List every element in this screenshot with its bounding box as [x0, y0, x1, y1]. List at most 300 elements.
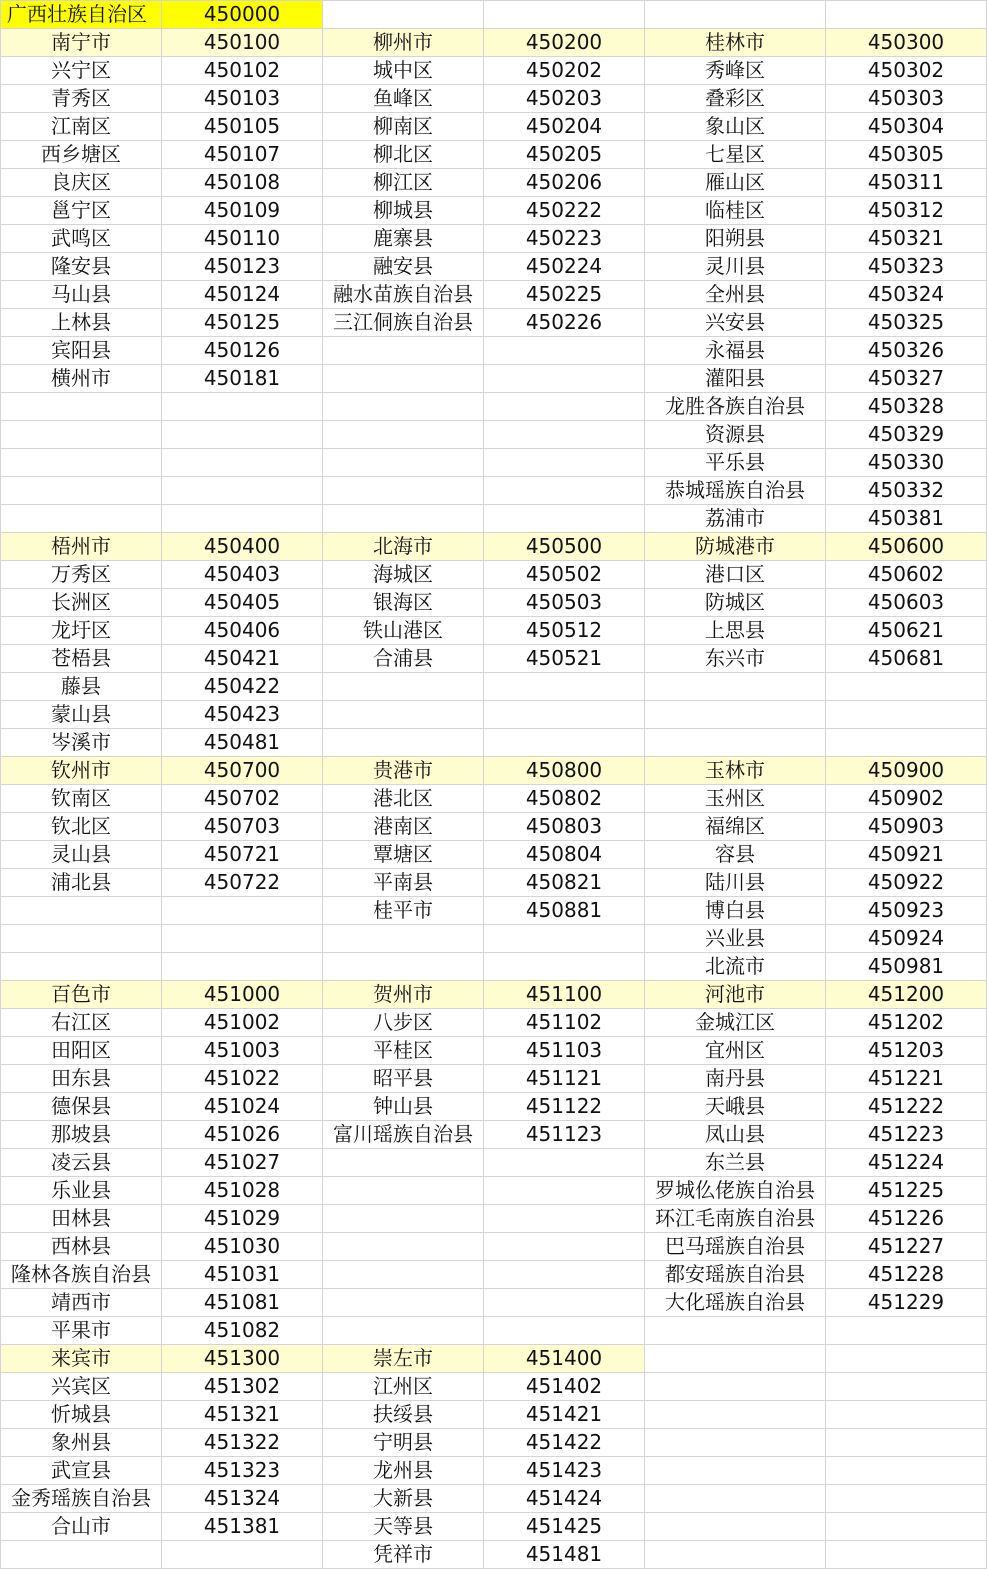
county-code-cell[interactable]: 450981 [826, 953, 987, 981]
county-code-cell[interactable]: 450421 [162, 645, 323, 673]
county-code-cell[interactable]: 450703 [162, 813, 323, 841]
county-code-cell[interactable]: 450481 [162, 729, 323, 757]
empty-cell[interactable] [826, 1373, 987, 1401]
county-code-cell[interactable]: 450102 [162, 57, 323, 85]
county-name-cell[interactable]: 罗城仫佬族自治县 [645, 1177, 826, 1205]
county-code-cell[interactable]: 450924 [826, 925, 987, 953]
county-name-cell[interactable]: 港北区 [323, 785, 484, 813]
county-code-cell[interactable]: 451103 [484, 1037, 645, 1065]
county-name-cell[interactable]: 藤县 [1, 673, 162, 701]
county-code-cell[interactable]: 450206 [484, 169, 645, 197]
city-code-cell[interactable]: 450500 [484, 533, 645, 561]
county-code-cell[interactable]: 451202 [826, 1009, 987, 1037]
city-name-cell[interactable]: 河池市 [645, 981, 826, 1009]
city-code-cell[interactable]: 450200 [484, 29, 645, 57]
city-code-cell[interactable]: 451400 [484, 1345, 645, 1373]
county-code-cell[interactable]: 451029 [162, 1205, 323, 1233]
county-code-cell[interactable]: 450804 [484, 841, 645, 869]
county-name-cell[interactable]: 灵山县 [1, 841, 162, 869]
county-name-cell[interactable]: 邕宁区 [1, 197, 162, 225]
county-name-cell[interactable]: 良庆区 [1, 169, 162, 197]
county-code-cell[interactable]: 450312 [826, 197, 987, 225]
county-code-cell[interactable]: 450321 [826, 225, 987, 253]
city-code-cell[interactable]: 450000 [162, 1, 323, 29]
county-name-cell[interactable]: 乐业县 [1, 1177, 162, 1205]
empty-cell[interactable] [323, 673, 484, 701]
county-code-cell[interactable]: 450923 [826, 897, 987, 925]
empty-cell[interactable] [645, 1541, 826, 1569]
county-code-cell[interactable]: 451226 [826, 1205, 987, 1233]
county-code-cell[interactable]: 450109 [162, 197, 323, 225]
county-name-cell[interactable]: 钦南区 [1, 785, 162, 813]
county-code-cell[interactable]: 451421 [484, 1401, 645, 1429]
empty-cell[interactable] [323, 477, 484, 505]
county-code-cell[interactable]: 450125 [162, 309, 323, 337]
county-name-cell[interactable]: 凭祥市 [323, 1541, 484, 1569]
county-name-cell[interactable]: 苍梧县 [1, 645, 162, 673]
county-name-cell[interactable]: 宜州区 [645, 1037, 826, 1065]
city-name-cell[interactable]: 来宾市 [1, 1345, 162, 1373]
county-code-cell[interactable]: 451122 [484, 1093, 645, 1121]
empty-cell[interactable] [645, 1429, 826, 1457]
county-name-cell[interactable]: 上林县 [1, 309, 162, 337]
county-code-cell[interactable]: 450502 [484, 561, 645, 589]
empty-cell[interactable] [484, 1177, 645, 1205]
county-name-cell[interactable]: 武宣县 [1, 1457, 162, 1485]
county-code-cell[interactable]: 450181 [162, 365, 323, 393]
county-code-cell[interactable]: 451423 [484, 1457, 645, 1485]
county-code-cell[interactable]: 450405 [162, 589, 323, 617]
county-code-cell[interactable]: 450903 [826, 813, 987, 841]
county-name-cell[interactable]: 荔浦市 [645, 505, 826, 533]
empty-cell[interactable] [323, 729, 484, 757]
county-code-cell[interactable]: 451228 [826, 1261, 987, 1289]
empty-cell[interactable] [826, 1485, 987, 1513]
county-code-cell[interactable]: 450325 [826, 309, 987, 337]
empty-cell[interactable] [645, 673, 826, 701]
empty-cell[interactable] [645, 1, 826, 29]
empty-cell[interactable] [484, 365, 645, 393]
county-name-cell[interactable]: 那坡县 [1, 1121, 162, 1149]
county-name-cell[interactable]: 龙圩区 [1, 617, 162, 645]
county-name-cell[interactable]: 上思县 [645, 617, 826, 645]
county-name-cell[interactable]: 融安县 [323, 253, 484, 281]
empty-cell[interactable] [826, 1541, 987, 1569]
empty-cell[interactable] [162, 449, 323, 477]
empty-cell[interactable] [323, 1177, 484, 1205]
empty-cell[interactable] [323, 365, 484, 393]
county-name-cell[interactable]: 龙胜各族自治县 [645, 393, 826, 421]
city-code-cell[interactable]: 450100 [162, 29, 323, 57]
county-name-cell[interactable]: 永福县 [645, 337, 826, 365]
county-code-cell[interactable]: 451227 [826, 1233, 987, 1261]
county-code-cell[interactable]: 451123 [484, 1121, 645, 1149]
county-name-cell[interactable]: 钟山县 [323, 1093, 484, 1121]
county-name-cell[interactable]: 兴安县 [645, 309, 826, 337]
county-name-cell[interactable]: 北流市 [645, 953, 826, 981]
empty-cell[interactable] [484, 337, 645, 365]
county-name-cell[interactable]: 靖西市 [1, 1289, 162, 1317]
empty-cell[interactable] [645, 1457, 826, 1485]
empty-cell[interactable] [323, 421, 484, 449]
county-name-cell[interactable]: 临桂区 [645, 197, 826, 225]
county-name-cell[interactable]: 全州县 [645, 281, 826, 309]
county-code-cell[interactable]: 451481 [484, 1541, 645, 1569]
county-code-cell[interactable]: 451302 [162, 1373, 323, 1401]
county-name-cell[interactable]: 秀峰区 [645, 57, 826, 85]
county-name-cell[interactable]: 恭城瑶族自治县 [645, 477, 826, 505]
county-name-cell[interactable]: 田东县 [1, 1065, 162, 1093]
county-code-cell[interactable]: 450205 [484, 141, 645, 169]
county-name-cell[interactable]: 象州县 [1, 1429, 162, 1457]
county-code-cell[interactable]: 450225 [484, 281, 645, 309]
county-name-cell[interactable]: 金秀瑶族自治县 [1, 1485, 162, 1513]
empty-cell[interactable] [645, 1317, 826, 1345]
county-name-cell[interactable]: 长洲区 [1, 589, 162, 617]
city-name-cell[interactable]: 贺州市 [323, 981, 484, 1009]
empty-cell[interactable] [323, 701, 484, 729]
county-code-cell[interactable]: 451223 [826, 1121, 987, 1149]
county-code-cell[interactable]: 450204 [484, 113, 645, 141]
county-name-cell[interactable]: 银海区 [323, 589, 484, 617]
county-name-cell[interactable]: 合浦县 [323, 645, 484, 673]
county-code-cell[interactable]: 451224 [826, 1149, 987, 1177]
county-code-cell[interactable]: 451030 [162, 1233, 323, 1261]
county-name-cell[interactable]: 象山区 [645, 113, 826, 141]
county-name-cell[interactable]: 柳江区 [323, 169, 484, 197]
empty-cell[interactable] [645, 701, 826, 729]
empty-cell[interactable] [645, 1373, 826, 1401]
county-code-cell[interactable]: 450103 [162, 85, 323, 113]
county-code-cell[interactable]: 450123 [162, 253, 323, 281]
county-code-cell[interactable]: 450105 [162, 113, 323, 141]
county-name-cell[interactable]: 陆川县 [645, 869, 826, 897]
empty-cell[interactable] [484, 729, 645, 757]
county-name-cell[interactable]: 隆林各族自治县 [1, 1261, 162, 1289]
county-code-cell[interactable]: 450881 [484, 897, 645, 925]
county-code-cell[interactable]: 450328 [826, 393, 987, 421]
empty-cell[interactable] [1, 477, 162, 505]
county-name-cell[interactable]: 平乐县 [645, 449, 826, 477]
county-name-cell[interactable]: 宁明县 [323, 1429, 484, 1457]
city-name-cell[interactable]: 桂林市 [645, 29, 826, 57]
county-code-cell[interactable]: 450512 [484, 617, 645, 645]
county-code-cell[interactable]: 450107 [162, 141, 323, 169]
county-code-cell[interactable]: 451022 [162, 1065, 323, 1093]
empty-cell[interactable] [162, 925, 323, 953]
county-name-cell[interactable]: 桂平市 [323, 897, 484, 925]
county-name-cell[interactable]: 八步区 [323, 1009, 484, 1037]
county-code-cell[interactable]: 450222 [484, 197, 645, 225]
county-code-cell[interactable]: 450821 [484, 869, 645, 897]
empty-cell[interactable] [323, 953, 484, 981]
empty-cell[interactable] [826, 1, 987, 29]
county-name-cell[interactable]: 横州市 [1, 365, 162, 393]
county-code-cell[interactable]: 450722 [162, 869, 323, 897]
county-name-cell[interactable]: 扶绥县 [323, 1401, 484, 1429]
county-name-cell[interactable]: 玉州区 [645, 785, 826, 813]
county-code-cell[interactable]: 450681 [826, 645, 987, 673]
county-name-cell[interactable]: 江南区 [1, 113, 162, 141]
county-code-cell[interactable]: 451425 [484, 1513, 645, 1541]
county-name-cell[interactable]: 东兰县 [645, 1149, 826, 1177]
city-name-cell[interactable]: 广西壮族自治区 [1, 1, 162, 29]
county-code-cell[interactable]: 450326 [826, 337, 987, 365]
county-name-cell[interactable]: 田林县 [1, 1205, 162, 1233]
county-name-cell[interactable]: 钦北区 [1, 813, 162, 841]
empty-cell[interactable] [484, 953, 645, 981]
county-name-cell[interactable]: 青秀区 [1, 85, 162, 113]
empty-cell[interactable] [484, 701, 645, 729]
county-name-cell[interactable]: 大新县 [323, 1485, 484, 1513]
county-name-cell[interactable]: 平果市 [1, 1317, 162, 1345]
county-name-cell[interactable]: 鱼峰区 [323, 85, 484, 113]
empty-cell[interactable] [162, 505, 323, 533]
county-name-cell[interactable]: 灌阳县 [645, 365, 826, 393]
county-code-cell[interactable]: 450203 [484, 85, 645, 113]
county-name-cell[interactable]: 防城区 [645, 589, 826, 617]
county-code-cell[interactable]: 451031 [162, 1261, 323, 1289]
empty-cell[interactable] [323, 393, 484, 421]
county-code-cell[interactable]: 450702 [162, 785, 323, 813]
county-code-cell[interactable]: 451323 [162, 1457, 323, 1485]
county-code-cell[interactable]: 451221 [826, 1065, 987, 1093]
empty-cell[interactable] [826, 1457, 987, 1485]
county-code-cell[interactable]: 450226 [484, 309, 645, 337]
county-code-cell[interactable]: 450329 [826, 421, 987, 449]
county-name-cell[interactable]: 柳城县 [323, 197, 484, 225]
county-code-cell[interactable]: 451322 [162, 1429, 323, 1457]
county-name-cell[interactable]: 马山县 [1, 281, 162, 309]
county-code-cell[interactable]: 450202 [484, 57, 645, 85]
city-code-cell[interactable]: 450400 [162, 533, 323, 561]
county-code-cell[interactable]: 451422 [484, 1429, 645, 1457]
empty-cell[interactable] [323, 1317, 484, 1345]
county-name-cell[interactable]: 忻城县 [1, 1401, 162, 1429]
county-code-cell[interactable]: 450327 [826, 365, 987, 393]
empty-cell[interactable] [1, 897, 162, 925]
county-name-cell[interactable]: 阳朔县 [645, 225, 826, 253]
empty-cell[interactable] [162, 1541, 323, 1569]
county-name-cell[interactable]: 铁山港区 [323, 617, 484, 645]
county-name-cell[interactable]: 兴宁区 [1, 57, 162, 85]
county-code-cell[interactable]: 450323 [826, 253, 987, 281]
empty-cell[interactable] [645, 729, 826, 757]
county-name-cell[interactable]: 三江侗族自治县 [323, 309, 484, 337]
county-name-cell[interactable]: 浦北县 [1, 869, 162, 897]
county-name-cell[interactable]: 雁山区 [645, 169, 826, 197]
county-code-cell[interactable]: 450406 [162, 617, 323, 645]
empty-cell[interactable] [323, 1261, 484, 1289]
county-code-cell[interactable]: 450332 [826, 477, 987, 505]
empty-cell[interactable] [484, 1205, 645, 1233]
empty-cell[interactable] [484, 449, 645, 477]
county-code-cell[interactable]: 450303 [826, 85, 987, 113]
empty-cell[interactable] [1, 421, 162, 449]
county-name-cell[interactable]: 环江毛南族自治县 [645, 1205, 826, 1233]
county-code-cell[interactable]: 450311 [826, 169, 987, 197]
county-name-cell[interactable]: 东兴市 [645, 645, 826, 673]
county-name-cell[interactable]: 巴马瑶族自治县 [645, 1233, 826, 1261]
city-name-cell[interactable]: 玉林市 [645, 757, 826, 785]
empty-cell[interactable] [323, 449, 484, 477]
county-name-cell[interactable]: 万秀区 [1, 561, 162, 589]
county-name-cell[interactable]: 覃塘区 [323, 841, 484, 869]
city-code-cell[interactable]: 450600 [826, 533, 987, 561]
city-code-cell[interactable]: 450800 [484, 757, 645, 785]
empty-cell[interactable] [484, 393, 645, 421]
county-name-cell[interactable]: 凌云县 [1, 1149, 162, 1177]
empty-cell[interactable] [1, 925, 162, 953]
empty-cell[interactable] [162, 421, 323, 449]
empty-cell[interactable] [826, 1317, 987, 1345]
city-name-cell[interactable]: 柳州市 [323, 29, 484, 57]
county-code-cell[interactable]: 450721 [162, 841, 323, 869]
county-name-cell[interactable]: 海城区 [323, 561, 484, 589]
county-code-cell[interactable]: 451203 [826, 1037, 987, 1065]
empty-cell[interactable] [645, 1345, 826, 1373]
empty-cell[interactable] [162, 477, 323, 505]
county-code-cell[interactable]: 451402 [484, 1373, 645, 1401]
city-name-cell[interactable]: 钦州市 [1, 757, 162, 785]
city-name-cell[interactable]: 崇左市 [323, 1345, 484, 1373]
county-code-cell[interactable]: 450922 [826, 869, 987, 897]
county-code-cell[interactable]: 450126 [162, 337, 323, 365]
county-code-cell[interactable]: 450224 [484, 253, 645, 281]
county-name-cell[interactable]: 天等县 [323, 1513, 484, 1541]
county-code-cell[interactable]: 450602 [826, 561, 987, 589]
county-name-cell[interactable]: 柳北区 [323, 141, 484, 169]
county-code-cell[interactable]: 451082 [162, 1317, 323, 1345]
city-code-cell[interactable]: 450700 [162, 757, 323, 785]
empty-cell[interactable] [162, 897, 323, 925]
empty-cell[interactable] [323, 925, 484, 953]
city-name-cell[interactable]: 贵港市 [323, 757, 484, 785]
empty-cell[interactable] [826, 1345, 987, 1373]
county-code-cell[interactable]: 450302 [826, 57, 987, 85]
county-code-cell[interactable]: 450921 [826, 841, 987, 869]
empty-cell[interactable] [1, 1541, 162, 1569]
empty-cell[interactable] [323, 1, 484, 29]
county-name-cell[interactable]: 凤山县 [645, 1121, 826, 1149]
city-code-cell[interactable]: 450300 [826, 29, 987, 57]
county-code-cell[interactable]: 450621 [826, 617, 987, 645]
empty-cell[interactable] [323, 505, 484, 533]
empty-cell[interactable] [484, 1261, 645, 1289]
empty-cell[interactable] [484, 505, 645, 533]
city-code-cell[interactable]: 451300 [162, 1345, 323, 1373]
empty-cell[interactable] [826, 729, 987, 757]
city-code-cell[interactable]: 451000 [162, 981, 323, 1009]
county-code-cell[interactable]: 450521 [484, 645, 645, 673]
county-code-cell[interactable]: 451102 [484, 1009, 645, 1037]
county-name-cell[interactable]: 城中区 [323, 57, 484, 85]
empty-cell[interactable] [162, 393, 323, 421]
county-code-cell[interactable]: 450403 [162, 561, 323, 589]
city-name-cell[interactable]: 防城港市 [645, 533, 826, 561]
county-name-cell[interactable]: 昭平县 [323, 1065, 484, 1093]
county-name-cell[interactable]: 兴业县 [645, 925, 826, 953]
empty-cell[interactable] [323, 1205, 484, 1233]
county-code-cell[interactable]: 450110 [162, 225, 323, 253]
county-code-cell[interactable]: 450503 [484, 589, 645, 617]
county-name-cell[interactable]: 港南区 [323, 813, 484, 841]
county-code-cell[interactable]: 451026 [162, 1121, 323, 1149]
city-code-cell[interactable]: 451200 [826, 981, 987, 1009]
county-name-cell[interactable]: 右江区 [1, 1009, 162, 1037]
county-name-cell[interactable]: 资源县 [645, 421, 826, 449]
county-code-cell[interactable]: 451324 [162, 1485, 323, 1513]
empty-cell[interactable] [323, 337, 484, 365]
empty-cell[interactable] [1, 393, 162, 421]
empty-cell[interactable] [484, 925, 645, 953]
empty-cell[interactable] [162, 953, 323, 981]
empty-cell[interactable] [826, 673, 987, 701]
county-name-cell[interactable]: 博白县 [645, 897, 826, 925]
county-code-cell[interactable]: 450223 [484, 225, 645, 253]
county-name-cell[interactable]: 德保县 [1, 1093, 162, 1121]
county-code-cell[interactable]: 451381 [162, 1513, 323, 1541]
county-code-cell[interactable]: 451028 [162, 1177, 323, 1205]
city-name-cell[interactable]: 北海市 [323, 533, 484, 561]
county-name-cell[interactable]: 西林县 [1, 1233, 162, 1261]
county-code-cell[interactable]: 451002 [162, 1009, 323, 1037]
empty-cell[interactable] [323, 1233, 484, 1261]
empty-cell[interactable] [484, 477, 645, 505]
county-name-cell[interactable]: 平南县 [323, 869, 484, 897]
county-name-cell[interactable]: 叠彩区 [645, 85, 826, 113]
county-code-cell[interactable]: 450423 [162, 701, 323, 729]
county-code-cell[interactable]: 450124 [162, 281, 323, 309]
empty-cell[interactable] [484, 1317, 645, 1345]
city-name-cell[interactable]: 梧州市 [1, 533, 162, 561]
county-name-cell[interactable]: 容县 [645, 841, 826, 869]
county-name-cell[interactable]: 西乡塘区 [1, 141, 162, 169]
city-code-cell[interactable]: 450900 [826, 757, 987, 785]
county-code-cell[interactable]: 450603 [826, 589, 987, 617]
county-name-cell[interactable]: 七星区 [645, 141, 826, 169]
empty-cell[interactable] [484, 421, 645, 449]
empty-cell[interactable] [826, 1401, 987, 1429]
empty-cell[interactable] [645, 1513, 826, 1541]
county-name-cell[interactable]: 宾阳县 [1, 337, 162, 365]
county-name-cell[interactable]: 平桂区 [323, 1037, 484, 1065]
empty-cell[interactable] [645, 1485, 826, 1513]
county-name-cell[interactable]: 富川瑶族自治县 [323, 1121, 484, 1149]
county-name-cell[interactable]: 融水苗族自治县 [323, 281, 484, 309]
county-code-cell[interactable]: 450304 [826, 113, 987, 141]
city-name-cell[interactable]: 南宁市 [1, 29, 162, 57]
empty-cell[interactable] [1, 505, 162, 533]
county-name-cell[interactable]: 柳南区 [323, 113, 484, 141]
county-code-cell[interactable]: 451027 [162, 1149, 323, 1177]
county-code-cell[interactable]: 450902 [826, 785, 987, 813]
empty-cell[interactable] [826, 1429, 987, 1457]
county-code-cell[interactable]: 451081 [162, 1289, 323, 1317]
county-code-cell[interactable]: 450108 [162, 169, 323, 197]
county-code-cell[interactable]: 451003 [162, 1037, 323, 1065]
county-name-cell[interactable]: 大化瑶族自治县 [645, 1289, 826, 1317]
county-code-cell[interactable]: 451321 [162, 1401, 323, 1429]
county-name-cell[interactable]: 田阳区 [1, 1037, 162, 1065]
county-code-cell[interactable]: 450324 [826, 281, 987, 309]
city-code-cell[interactable]: 451100 [484, 981, 645, 1009]
county-name-cell[interactable]: 金城江区 [645, 1009, 826, 1037]
county-code-cell[interactable]: 450422 [162, 673, 323, 701]
county-name-cell[interactable]: 南丹县 [645, 1065, 826, 1093]
county-name-cell[interactable]: 港口区 [645, 561, 826, 589]
empty-cell[interactable] [484, 1149, 645, 1177]
